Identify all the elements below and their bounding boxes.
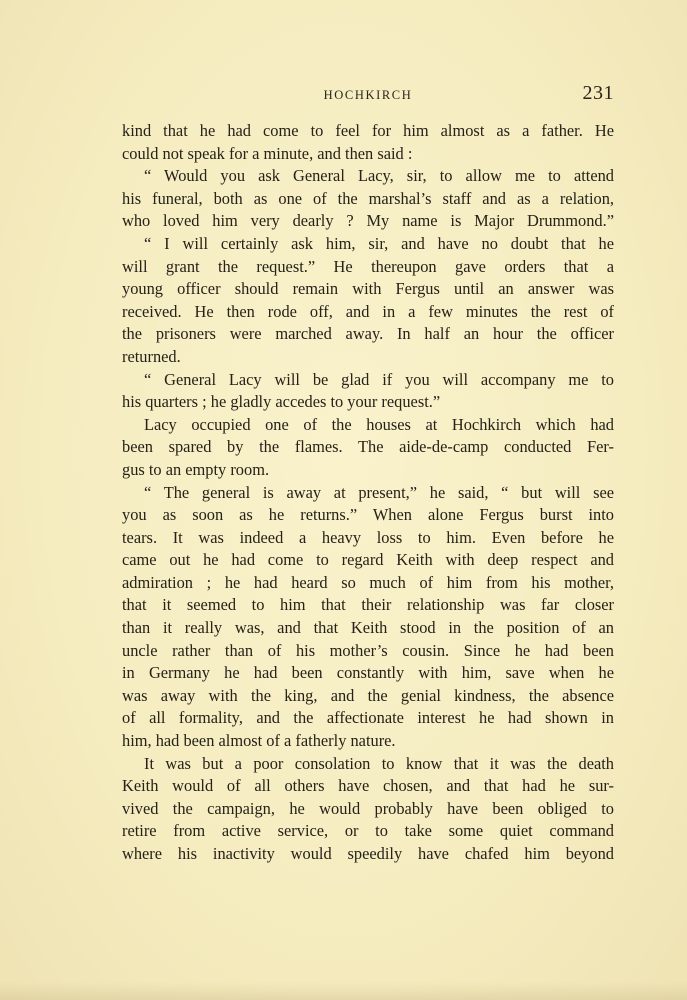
text-line: been spared by the flames. The aide-de-camp conducted Fer- bbox=[122, 437, 614, 457]
text-line: kind that he had come to feel for him almost as a father. He bbox=[122, 121, 614, 140]
page-number: 231 bbox=[582, 82, 614, 104]
text-line: “ General Lacy will be glad if you will accompany me to bbox=[144, 369, 614, 389]
text-line: of all formality, and the affectionate interest he had shown in bbox=[122, 708, 614, 728]
text-line: you as soon as he returns.” When alone Fergus burst into bbox=[122, 505, 614, 525]
text-line: vived the campaign, he would probably have been obliged to bbox=[122, 798, 614, 818]
text-line: will grant the request.” He thereupon gave orders that a bbox=[122, 256, 614, 276]
page-header bbox=[122, 84, 614, 108]
text-line: retire from active service, or to take some quiet command bbox=[122, 821, 614, 841]
page-edge-shadow bbox=[0, 982, 687, 1000]
text-line: “ Would you ask General Lacy, sir, to allow me to attend bbox=[144, 166, 614, 186]
text-line: where his inactivity would speedily have chafed him beyond bbox=[122, 844, 614, 863]
text-line: could not speak for a minute, and then said : bbox=[122, 143, 413, 163]
text-line: came out he had come to regard Keith with deep respect and bbox=[122, 550, 614, 570]
text-line: “ The general is away at present,” he said, “ but will see bbox=[144, 482, 614, 502]
text-line: was away with the king, and the genial kindness, the absence bbox=[122, 685, 614, 705]
body-text bbox=[122, 120, 614, 866]
text-line: the prisoners were marched away. In half an hour the officer bbox=[122, 324, 614, 344]
text-line: uncle rather than of his mother’s cousin. Since he had been bbox=[122, 640, 614, 660]
text-line: young officer should remain with Fergus until an answer was bbox=[122, 279, 614, 299]
text-line: than it really was, and that Keith stood in the position of an bbox=[122, 618, 614, 638]
text-line: Keith would of all others have chosen, and that had he sur- bbox=[122, 776, 614, 796]
text-line: “ I will certainly ask him, sir, and have no doubt that he bbox=[144, 233, 614, 253]
text-line: who loved him very dearly ? My name is Major Drummond.” bbox=[122, 211, 614, 231]
text-line: tears. It was indeed a heavy loss to him. Even before he bbox=[122, 527, 614, 547]
text-line: received. He then rode off, and in a few minutes the rest of bbox=[122, 301, 614, 321]
running-head: HOCHKIRCH bbox=[323, 88, 413, 102]
text-line: in Germany he had been constantly with him, save when he bbox=[122, 663, 614, 683]
text-line: admiration ; he had heard so much of him from his mother, bbox=[122, 572, 614, 592]
text-line: that it seemed to him that their relationship was far closer bbox=[122, 595, 614, 615]
text-line: returned. bbox=[122, 346, 181, 366]
text-line: his quarters ; he gladly accedes to your request.” bbox=[122, 392, 441, 412]
text-line: his funeral, both as one of the marshal’s staff and as a relation, bbox=[122, 188, 614, 208]
text-line: gus to an empty room. bbox=[122, 459, 270, 479]
text-line: It was but a poor consolation to know that it was the death bbox=[144, 753, 614, 773]
text-line: Lacy occupied one of the houses at Hochkirch which had bbox=[144, 414, 614, 434]
text-line: him, had been almost of a fatherly nature. bbox=[122, 731, 396, 751]
